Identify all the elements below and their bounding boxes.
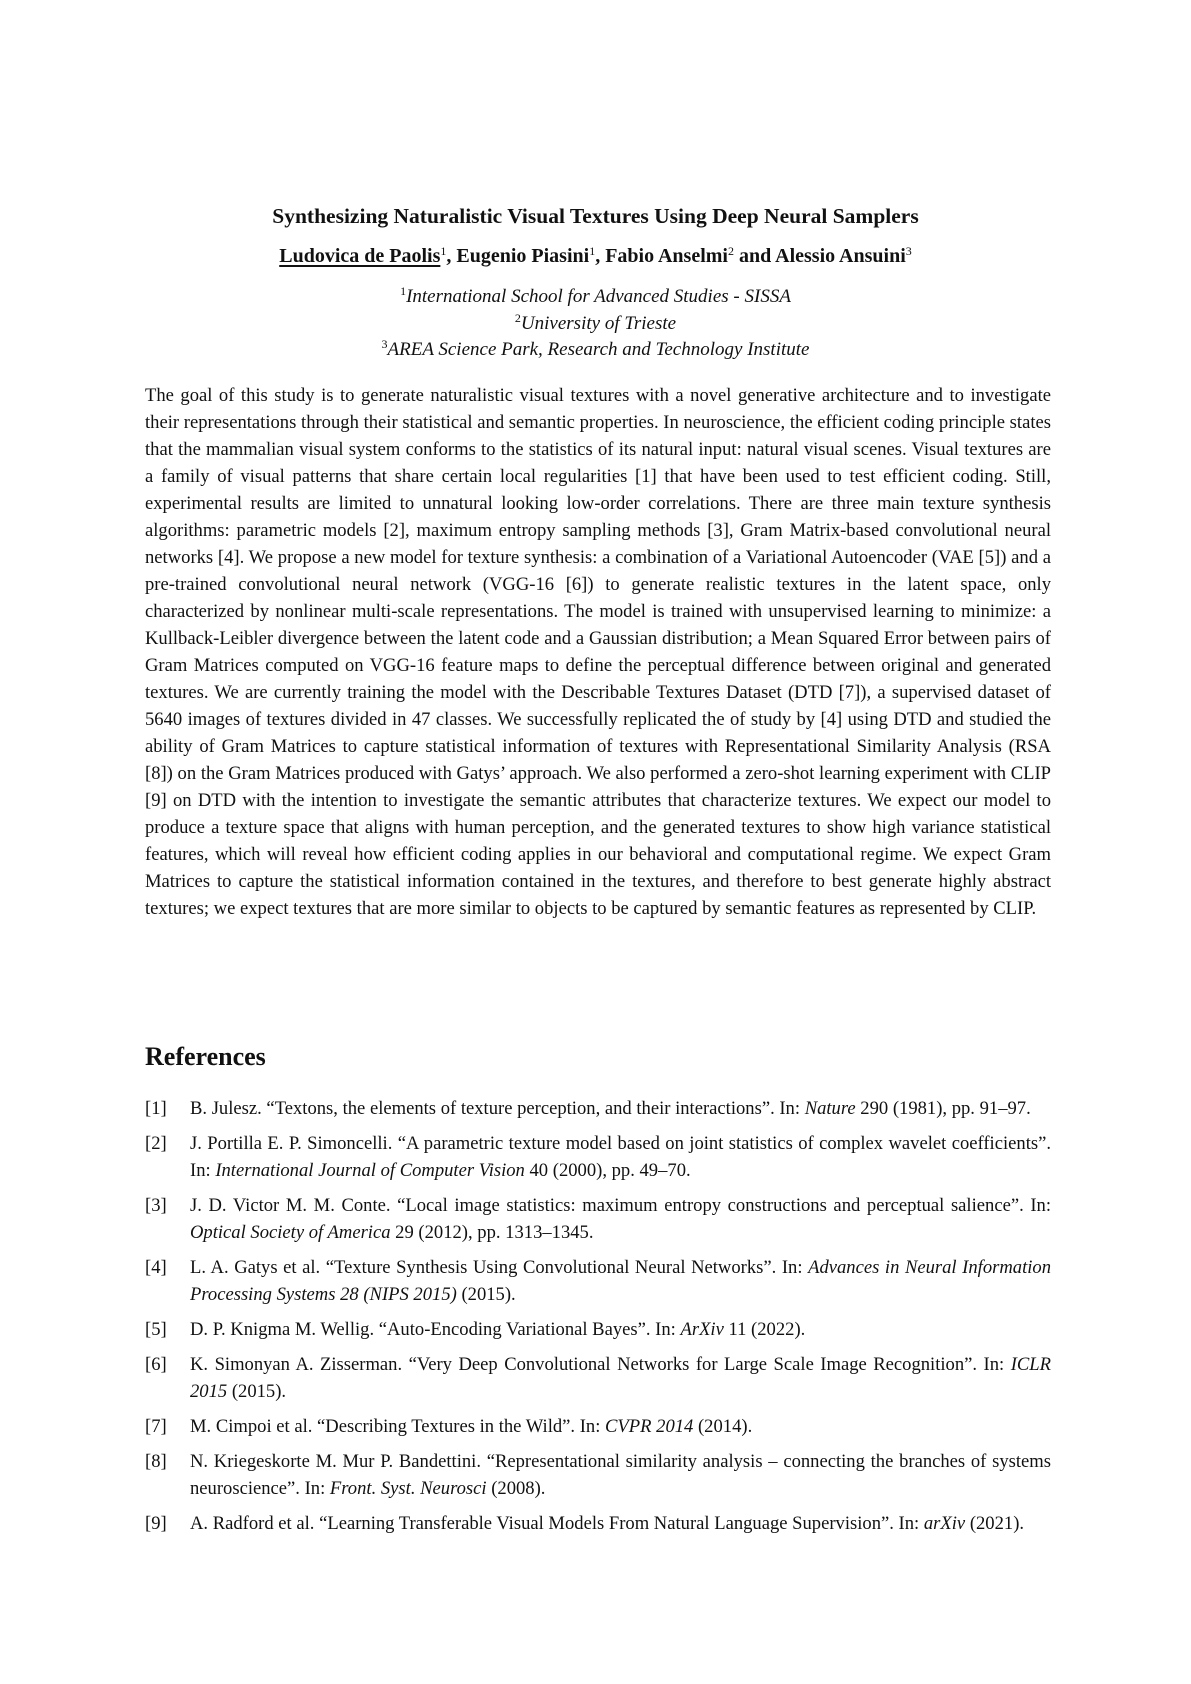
reference-item bbox=[145, 1448, 1051, 1502]
reference-list bbox=[145, 1095, 1051, 1545]
author-affiliation-mark: 2 bbox=[727, 244, 734, 258]
affiliation-name: University of Trieste bbox=[520, 312, 677, 334]
reference-text: M. Cimpoi et al. “Describing Textures in the Wild”. In: bbox=[190, 1416, 606, 1437]
affiliation-list bbox=[0, 284, 1191, 364]
reference-number: [5] bbox=[145, 1319, 167, 1340]
reference-item bbox=[145, 1413, 1051, 1440]
reference-details: 11 (2022). bbox=[723, 1319, 806, 1340]
reference-item bbox=[145, 1351, 1051, 1405]
reference-item bbox=[145, 1510, 1051, 1537]
reference-item bbox=[145, 1254, 1051, 1308]
reference-number: [3] bbox=[145, 1195, 167, 1216]
reference-details: (2015). bbox=[227, 1381, 287, 1402]
reference-text: L. A. Gatys et al. “Texture Synthesis Using Convolutional Neural Networks”. In: bbox=[190, 1257, 809, 1278]
reference-text: D. P. Knigma M. Wellig. “Auto-Encoding Variational Bayes”. In: bbox=[190, 1319, 681, 1340]
reference-venue: Nature bbox=[804, 1098, 856, 1119]
reference-details: (2014). bbox=[693, 1416, 753, 1437]
reference-venue: arXiv bbox=[923, 1513, 966, 1534]
paper-title: Synthesizing Naturalistic Visual Textures Using Deep Neural Samplers bbox=[272, 204, 919, 228]
affiliation bbox=[0, 311, 1191, 338]
reference-venue: International Journal of Computer Vision bbox=[215, 1160, 525, 1181]
author-separator: and bbox=[733, 245, 776, 267]
reference-number: [7] bbox=[145, 1416, 167, 1437]
reference-number: [6] bbox=[145, 1354, 167, 1375]
reference-item bbox=[145, 1192, 1051, 1246]
reference-details: (2015). bbox=[456, 1284, 516, 1305]
reference-details: 290 (1981), pp. 91–97. bbox=[855, 1098, 1031, 1119]
reference-details: (2021). bbox=[965, 1513, 1025, 1534]
affiliation-mark: 3 bbox=[381, 337, 388, 351]
reference-venue: Front. Syst. Neurosci bbox=[329, 1478, 487, 1499]
reference-text: J. Portilla E. P. Simoncelli. “A parametric texture model based on joint statistics of complex wavelet coefficients”. In: bbox=[190, 1133, 1051, 1181]
author-name: Alessio Ansuini bbox=[775, 245, 906, 267]
reference-item bbox=[145, 1316, 1051, 1343]
author-affiliation-mark: 3 bbox=[905, 244, 912, 258]
reference-details: 40 (2000), pp. 49–70. bbox=[524, 1160, 691, 1181]
author-list bbox=[0, 243, 1191, 269]
reference-details: (2008). bbox=[486, 1478, 546, 1499]
affiliation bbox=[0, 337, 1191, 364]
reference-text: J. D. Victor M. M. Conte. “Local image statistics: maximum entropy constructions and perceptual salience”. In: bbox=[190, 1195, 1051, 1216]
author-affiliation-mark: 1 bbox=[589, 244, 596, 258]
affiliation bbox=[0, 284, 1191, 311]
reference-venue: CVPR 2014 bbox=[605, 1416, 694, 1437]
reference-venue: Advances in Neural Information Processing Systems 28 (NIPS 2015) bbox=[190, 1257, 1051, 1305]
reference-text: A. Radford et al. “Learning Transferable Visual Models From Natural Language Supervision”. In: bbox=[190, 1513, 924, 1534]
reference-number: [4] bbox=[145, 1257, 167, 1278]
reference-number: [8] bbox=[145, 1451, 167, 1472]
affiliation-name: AREA Science Park, Research and Technology Institute bbox=[387, 339, 810, 360]
author-name: Eugenio Piasini bbox=[456, 245, 590, 267]
reference-venue: ArXiv bbox=[680, 1319, 724, 1340]
author-affiliation-mark: 1 bbox=[440, 244, 447, 258]
affiliation-mark: 1 bbox=[400, 284, 407, 298]
author-separator: , bbox=[595, 245, 606, 267]
reference-text: N. Kriegeskorte M. Mur P. Bandettini. “Representational similarity analysis – connecting the branches of systems neuroscience”. In: bbox=[190, 1451, 1051, 1499]
reference-number: [2] bbox=[145, 1133, 167, 1154]
reference-number: [9] bbox=[145, 1513, 167, 1534]
reference-text: K. Simonyan A. Zisserman. “Very Deep Convolutional Networks for Large Scale Image Recognition”. In: bbox=[190, 1354, 1011, 1375]
reference-venue: Optical Society of America bbox=[190, 1222, 391, 1243]
reference-text: B. Julesz. “Textons, the elements of texture perception, and their interactions”. In: bbox=[190, 1098, 805, 1119]
author-name: Fabio Anselmi bbox=[605, 245, 728, 267]
reference-item bbox=[145, 1095, 1051, 1122]
reference-item bbox=[145, 1130, 1051, 1184]
reference-details: 29 (2012), pp. 1313–1345. bbox=[390, 1222, 594, 1243]
references-heading: References bbox=[145, 1042, 266, 1071]
affiliation-mark: 2 bbox=[514, 310, 521, 325]
reference-venue: ICLR 2015 bbox=[190, 1354, 1051, 1402]
abstract-text: The goal of this study is to generate naturalistic visual textures with a novel generative architecture and to investigate their representations through their statistical and semantic properties. In neuroscience, the efficient coding principle states that the mammalian visual system conforms to the statistics of its natural input: natural visual scenes. Visual textures are a family of visual patterns that share certain local regularities [1] that have been used to test efficient coding. Still, experimental results are limited to unnatural looking low-order correlations. There are three main texture synthesis algorithms: parametric models [2], maximum entropy sampling methods [3], Gram Matrix-based convolutional neural networks [4]. We propose a new model for texture synthesis: a combination of a Variational Autoencoder (VAE [5]) and a pre-trained convolutional neural network (VGG-16 [6]) to generate realistic textures in the latent space, only characterized by nonlinear multi-scale representations. The model is trained with unsupervised learning to minimize: a Kullback-Leibler divergence between the latent code and a Gaussian distribution; a Mean Squared Error between pairs of Gram Matrices computed on VGG-16 feature maps to define the perceptual difference between original and generated textures. We are currently training the model with the Describable Textures Dataset (DTD [7]), a supervised dataset of 5640 images of textures divided in 47 classes. We successfully replicated the of study by [4] using DTD and studied the ability of Gram Matrices to capture statistical information of textures with Representational Similarity Analysis (RSA [8]) on the Gram Matrices produced with Gatys’ approach. We also performed a zero-shot learning experiment with CLIP [9] on DTD with the intention to investigate the semantic attributes that characterize textures. We expect our model to produce a texture space that aligns with human perception, and the generated textures to show high variance statistical features, which will reveal how efficient coding applies in our behavioral and computational regime. We expect Gram Matrices to capture the statistical information contained in the textures, and therefore to best generate highly abstract textures; we expect textures that are more similar to objects to be captured by semantic features as represented by CLIP. bbox=[145, 385, 1051, 919]
reference-number: [1] bbox=[145, 1098, 167, 1119]
author-name: Ludovica de Paolis bbox=[279, 245, 441, 267]
author-separator: , bbox=[446, 245, 457, 267]
affiliation-name: International School for Advanced Studies - SISSA bbox=[406, 286, 791, 307]
